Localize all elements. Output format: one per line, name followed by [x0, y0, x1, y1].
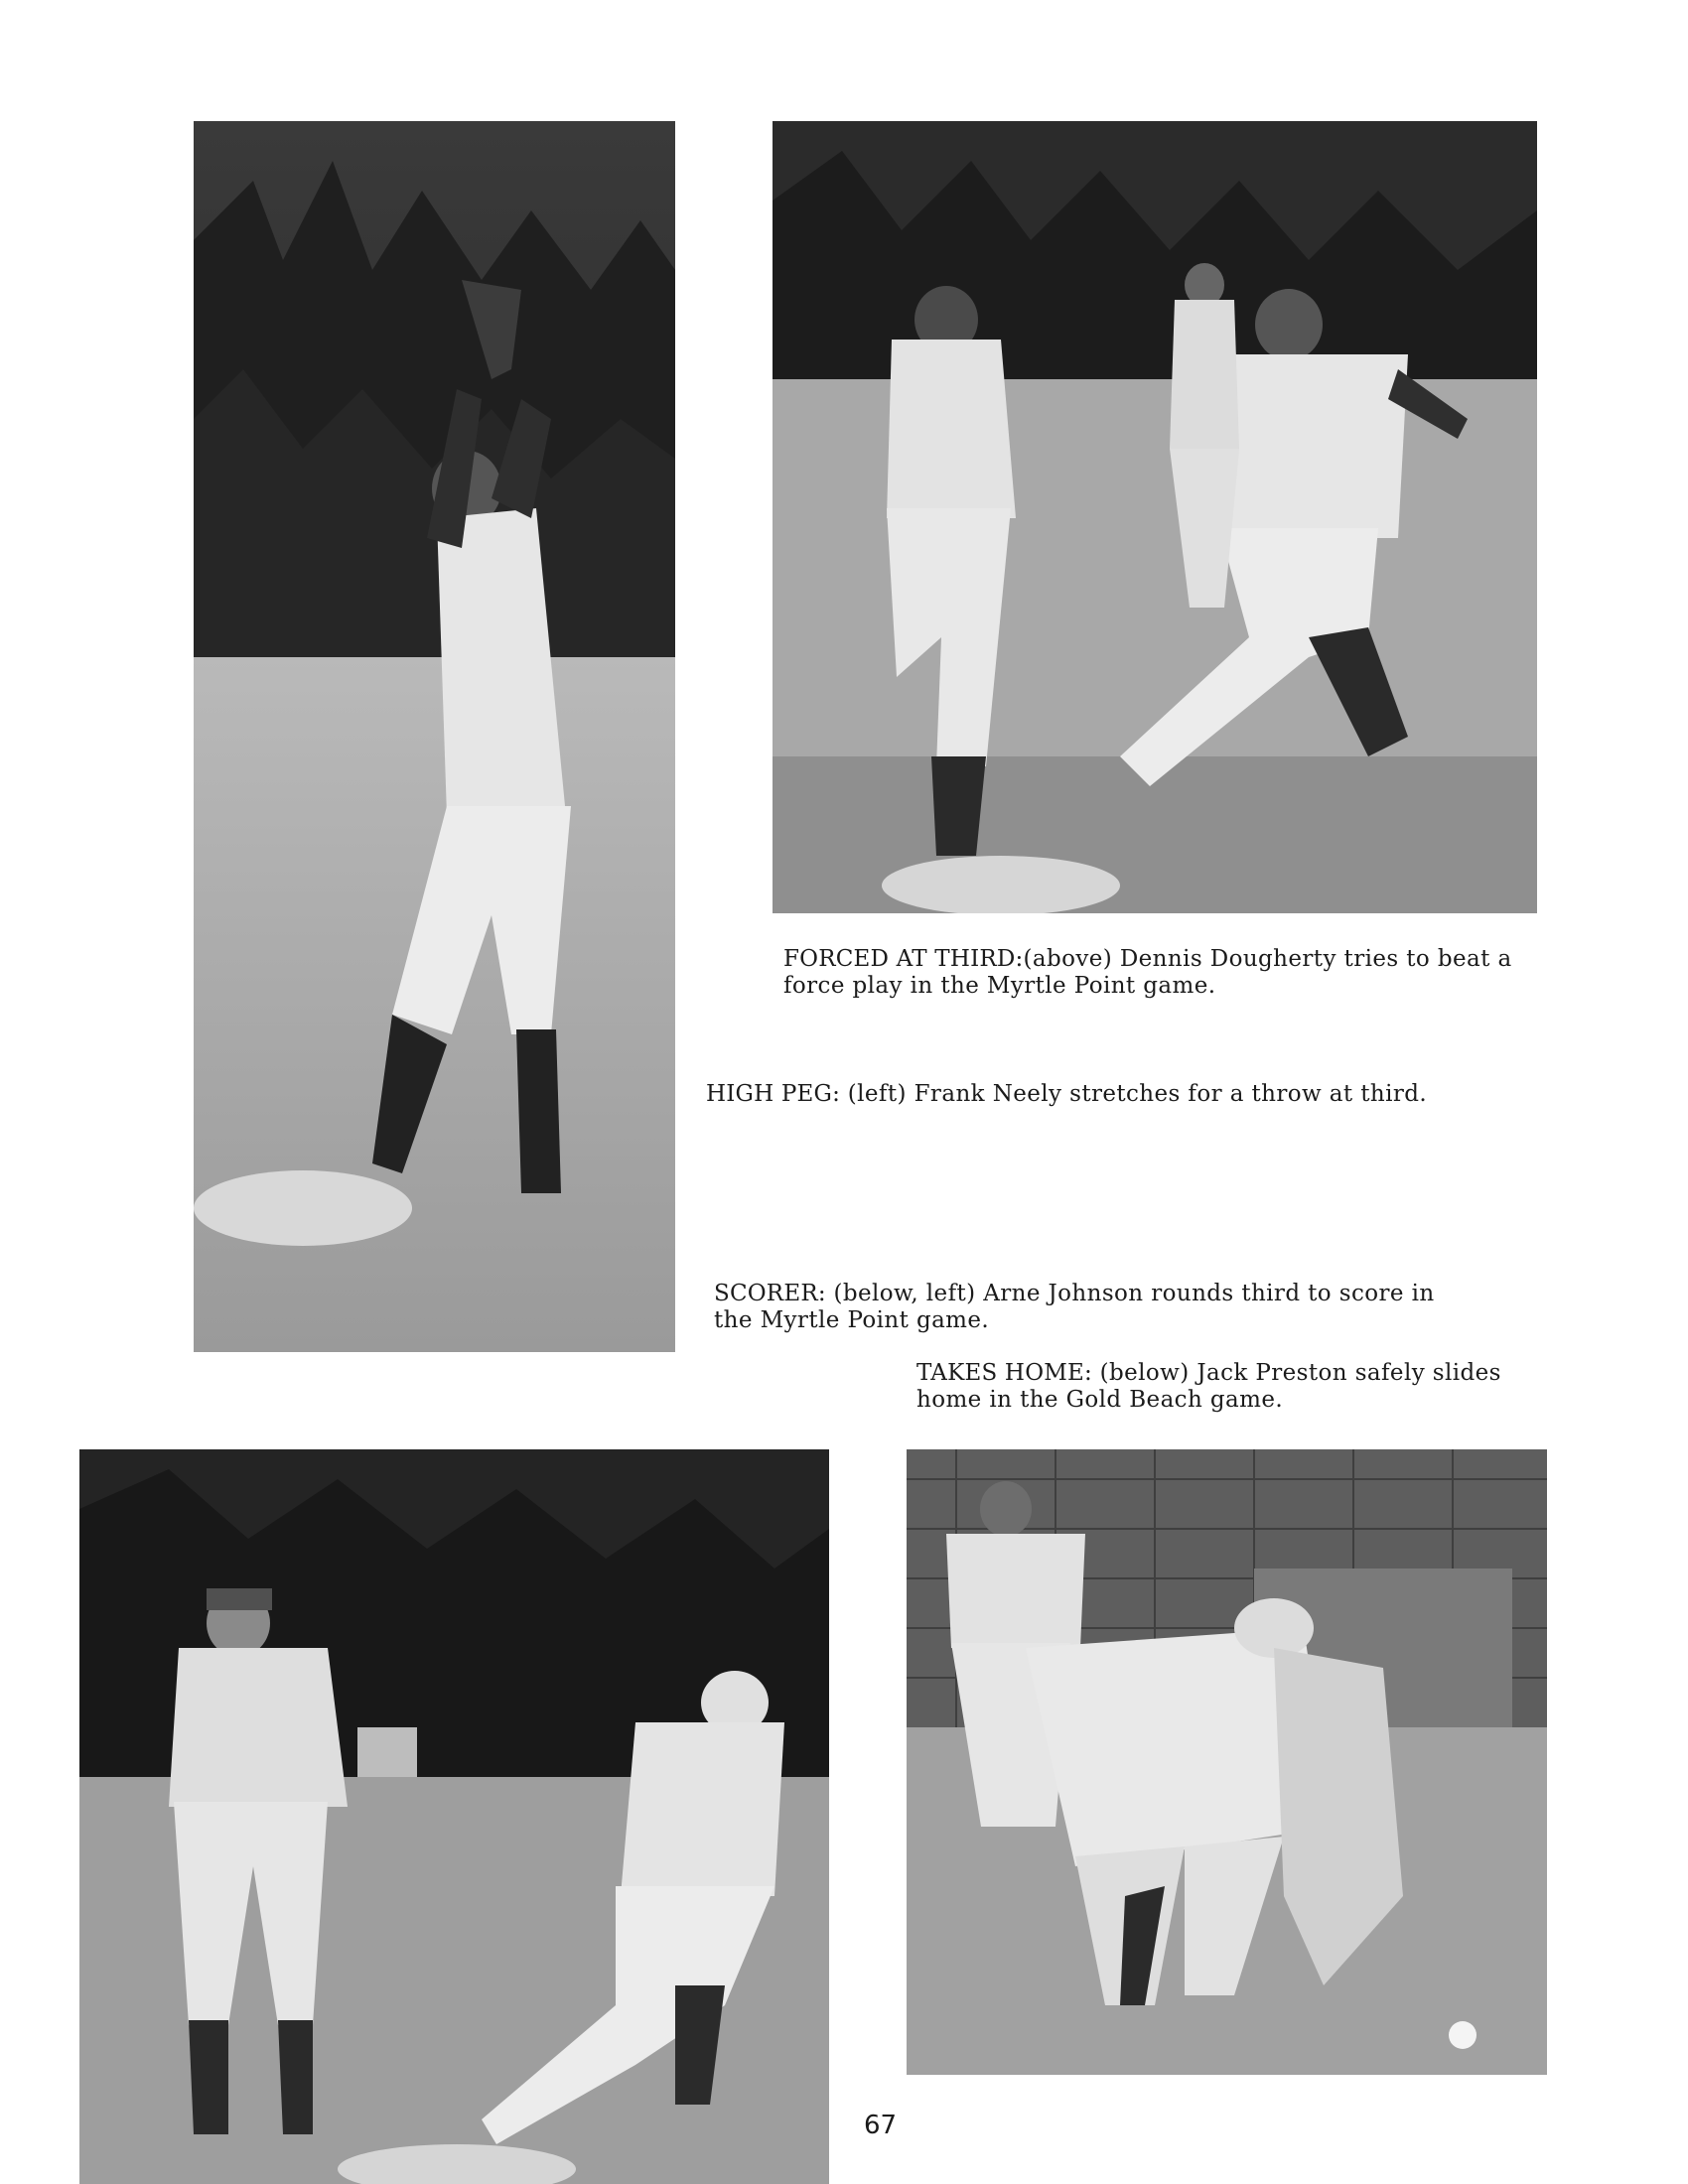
caption-takes-home-line1: [916, 1360, 1501, 1387]
caption-scorer-label: SCORER:: [714, 1281, 826, 1306]
photo-forced-at-third-image: [773, 121, 1537, 913]
caption-takes-home-label: TAKES HOME:: [916, 1360, 1092, 1386]
caption-forced-at-third-line2: force play in the Myrtle Point game.: [783, 973, 1216, 999]
photo-forced-at-third: [773, 121, 1537, 913]
caption-forced-at-third-label: FORCED AT THIRD:: [783, 946, 1024, 972]
caption-high-peg: [706, 1081, 1427, 1108]
caption-takes-home-text1: (below) Jack Preston safely slides: [1099, 1360, 1501, 1386]
photo-high-peg: [194, 121, 675, 1352]
caption-takes-home-line2: home in the Gold Beach game.: [916, 1387, 1284, 1413]
caption-forced-at-third: [783, 946, 1512, 1000]
caption-takes-home: [916, 1360, 1501, 1414]
caption-scorer-text1: (below, left) Arne Johnson rounds third to score in: [833, 1281, 1435, 1306]
caption-scorer-line2: the Myrtle Point game.: [714, 1307, 990, 1333]
caption-scorer: [714, 1281, 1435, 1334]
photo-high-peg-image: [194, 121, 675, 1352]
photo-scorer: [79, 1449, 829, 2184]
photo-takes-home: [907, 1449, 1547, 2075]
caption-scorer-line1: [714, 1281, 1435, 1307]
page-number: 67: [864, 2111, 898, 2140]
caption-forced-at-third-line1: [783, 946, 1512, 973]
photo-scorer-image: [79, 1449, 829, 2184]
caption-forced-at-third-text1: (above) Dennis Dougherty tries to beat a: [1023, 946, 1512, 972]
photo-takes-home-image: [907, 1449, 1547, 2075]
caption-high-peg-label: HIGH PEG:: [706, 1081, 841, 1107]
caption-high-peg-text: (left) Frank Neely stretches for a throw at third.: [847, 1081, 1428, 1107]
